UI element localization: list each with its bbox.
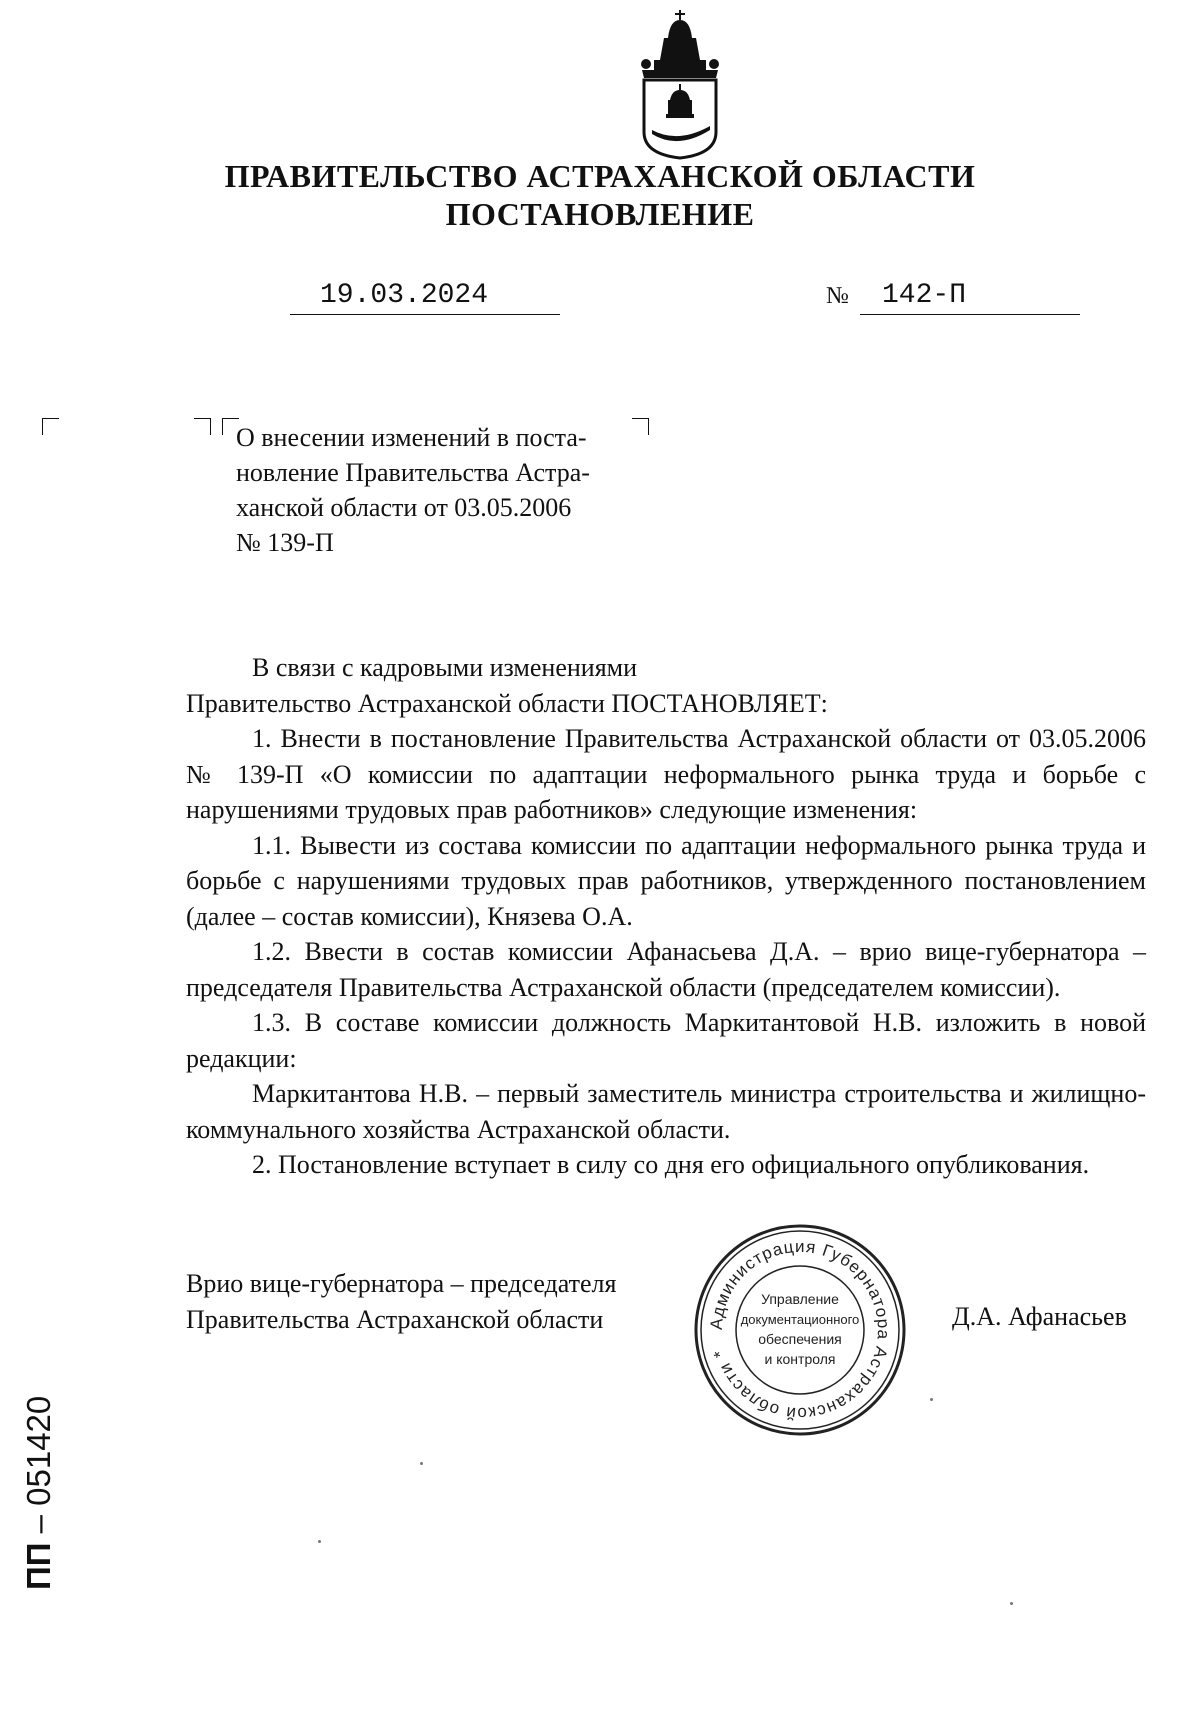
item-1-3: 1.3. В составе комиссии должность Маркитантовой Н.В. изложить в новой редакции: (186, 1008, 1146, 1073)
signatory-position-line: Врио вице-губернатора – председателя (186, 1269, 617, 1298)
document-date: 19.03.2024 (320, 280, 489, 311)
document-body (186, 650, 1146, 1183)
corner-mark (42, 418, 59, 435)
coat-of-arms-emblem (638, 8, 722, 160)
scan-speck (930, 1398, 933, 1401)
preamble-resolves: Правительство Астраханской области ПОСТАНОВЛЯЕТ: (186, 688, 828, 718)
item-1-3-new-text: Маркитантова Н.В. – первый заместитель министра строительства и жилищно-коммунального хозяйства Астраханской области. (186, 1079, 1146, 1144)
scan-speck (318, 1540, 321, 1543)
item-1-1: 1.1. Вывести из состава комиссии по адаптации неформального рынка труда и борьбе с нарушениями трудовых прав работников, утвержденного постановлением (далее – состав комиссии), Князева О.А. (186, 830, 1146, 931)
item-1: 1. Внести в постановление Правительства Астраханской области от 03.05.2006 № 139-П «О комиссии по адаптации неформального рынка труда и борьбе с нарушениями трудовых прав работников» следующие изменения: (186, 724, 1146, 824)
scan-speck (1010, 1602, 1013, 1605)
subject-line: новление Правительства Астра- (236, 458, 590, 487)
subject-line: О внесении изменений в поста- (236, 423, 587, 452)
document-subject (236, 420, 636, 560)
item-2: 2. Постановление вступает в силу со дня его официального опубликования. (252, 1150, 1090, 1179)
scan-speck (420, 1462, 423, 1465)
official-seal (690, 1220, 910, 1440)
svg-text:документационного: документационного (740, 1312, 860, 1327)
government-name-heading: ПРАВИТЕЛЬСТВО АСТРАХАНСКОЙ ОБЛАСТИ (224, 158, 976, 194)
date-field (290, 280, 560, 315)
svg-text:обеспечения: обеспечения (758, 1331, 842, 1347)
subject-line: ханской области от 03.05.2006 (236, 493, 572, 522)
document-type-heading: ПОСТАНОВЛЕНИЕ (445, 196, 755, 232)
form-serial-number (20, 1210, 60, 1590)
subject-line: № 139-П (236, 528, 334, 557)
number-label: № (826, 283, 849, 309)
corner-mark (194, 418, 211, 435)
svg-text:Администрация Губернатора Астр: Администрация Губернатора Астраханской области * (706, 1236, 894, 1424)
number-field (860, 280, 1080, 315)
item-1-2: 1.2. Ввести в состав комиссии Афанасьева Д.А. – врио вице-губернатора – председателя Правительства Астраханской области (председателем комиссии). (186, 937, 1146, 1002)
signatory-position (186, 1266, 616, 1338)
form-series: ПП (20, 1542, 57, 1590)
svg-text:и контроля: и контроля (764, 1351, 836, 1367)
document-number: 142-П (882, 280, 967, 311)
signatory-position-line: Правительства Астраханской области (186, 1305, 604, 1334)
svg-text:Управление: Управление (761, 1291, 839, 1307)
signatory-name: Д.А. Афанасьев (952, 1302, 1127, 1331)
preamble-reason: В связи с кадровыми изменениями (252, 653, 638, 682)
form-number: – 051420 (20, 1395, 57, 1534)
